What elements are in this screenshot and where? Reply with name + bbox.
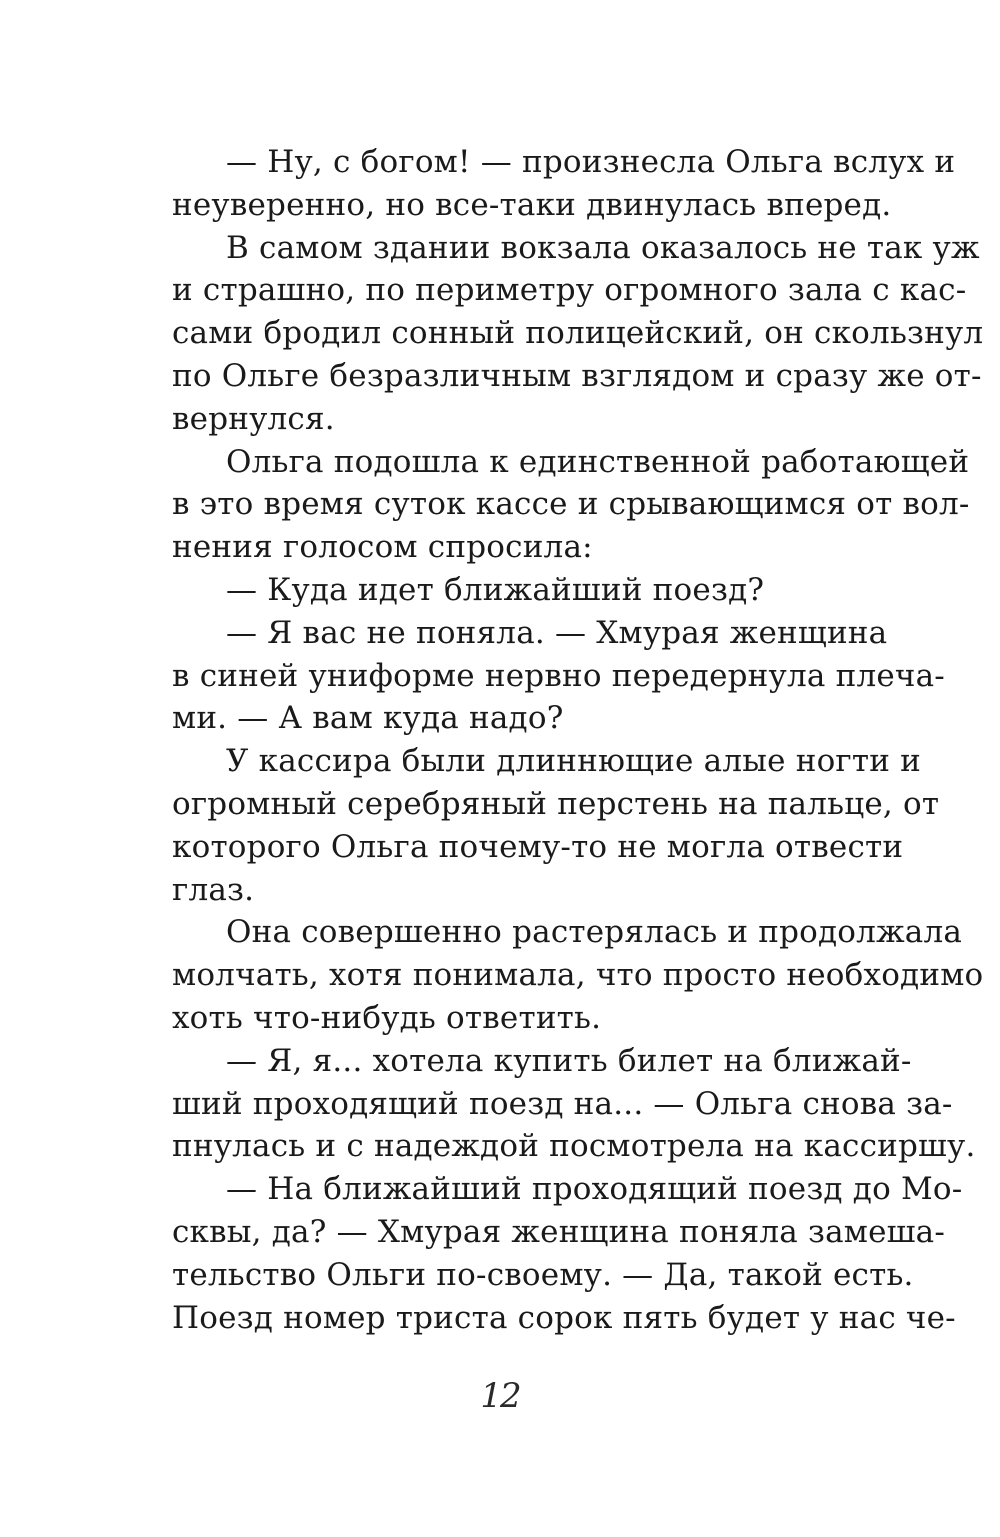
- text-line: В самом здании вокзала оказалось не так уж: [226, 229, 980, 266]
- text-line: — Я вас не поняла. — Хмурая женщина: [226, 614, 888, 651]
- text-line: — Куда идет ближайший поезд?: [226, 572, 765, 608]
- text-line: ший проходящий поезд на... — Ольга снова за-: [172, 1085, 953, 1122]
- text-line: в это время суток кассе и срывающимся от вол-: [172, 486, 970, 523]
- text-line: — Ну, с богом! — произнесла Ольга вслух и: [226, 144, 956, 180]
- text-line: — Я, я... хотела купить билет на ближай-: [226, 1042, 912, 1079]
- text-line: тельство Ольги по-своему. — Да, такой есть.: [172, 1256, 914, 1293]
- text-line: сами бродил сонный полицейский, он скользнул: [172, 315, 984, 352]
- text-line: огромный серебряный перстень на пальце, от: [172, 786, 940, 822]
- text-line: У кассира были длиннющие алые ногти и: [226, 743, 922, 780]
- text-line: хоть что-нибудь ответить.: [172, 1000, 602, 1036]
- text-line: в синей униформе нервно передернула плеча-: [172, 657, 945, 694]
- text-line: сквы, да? — Хмурая женщина поняла замеша-: [172, 1214, 946, 1250]
- text-line: Она совершенно растерялась и продолжала: [226, 914, 963, 951]
- text-line: ми. — А вам куда надо?: [172, 700, 564, 737]
- text-line: глаз.: [172, 871, 255, 908]
- text-line: и страшно, по периметру огромного зала с кас-: [172, 272, 967, 309]
- page-number: 12: [480, 1376, 520, 1416]
- text-line: Поезд номер триста сорок пять будет у нас че-: [172, 1299, 956, 1336]
- text-line: которого Ольга почему-то не могла отвести: [172, 828, 904, 865]
- text-line: — На ближайший проходящий поезд до Мо-: [226, 1171, 963, 1208]
- text-line: молчать, хотя понимала, что просто необходимо: [172, 957, 984, 994]
- text-line: нения голосом спросила:: [172, 529, 593, 566]
- text-line: пнулась и с надеждой посмотрела на кассиршу.: [172, 1128, 976, 1165]
- text-line: вернулся.: [172, 400, 335, 437]
- text-line: Ольга подошла к единственной работающей: [226, 443, 970, 480]
- text-line: неуверенно, но все-таки двинулась вперед.: [172, 186, 892, 223]
- text-line: по Ольге безразличным взглядом и сразу же от-: [172, 358, 982, 394]
